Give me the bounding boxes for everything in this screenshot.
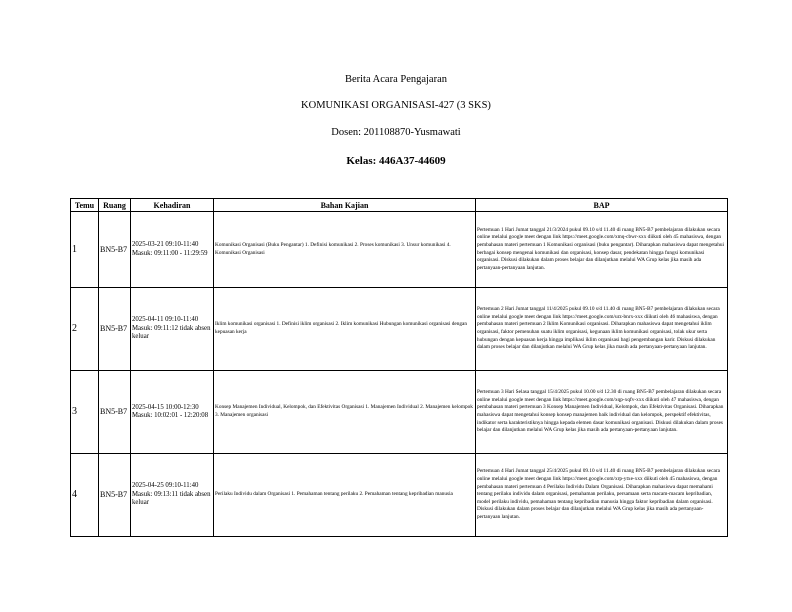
table-header-row	[71, 199, 728, 212]
attendance-table	[70, 198, 728, 537]
cell-temu: 3	[71, 371, 99, 454]
cell-kehadiran: 2025-04-25 09:10-11:40 Masuk: 09:13:11 tidak absen keluar	[131, 454, 214, 537]
column-header-temu: Temu	[71, 199, 99, 212]
cell-kehadiran: 2025-04-11 09:10-11:40 Masuk: 09:11:12 tidak absen keluar	[131, 288, 214, 371]
lecturer-name: Dosen: 201108870-Yusmawati	[331, 127, 461, 138]
cell-ruang: BN5-B7	[99, 371, 131, 454]
cell-kehadiran: 2025-04-15 10:00-12:30 Masuk: 10:02:01 - 12:20:08	[131, 371, 214, 454]
cell-bahan-kajian: Konsep Manajemen Individual, Kelompok, dan Efektivitas Organisasi 1. Manajemen Individual 2. Manajemen kelompok 3. Manajemen organisasi	[214, 371, 476, 454]
column-header-bahan-kajian: Bahan Kajian	[214, 199, 476, 212]
course-name: KOMUNIKASI ORGANISASI-427 (3 SKS)	[301, 100, 491, 111]
class-code: Kelas: 446A37-44609	[346, 155, 446, 167]
cell-bahan-kajian: Iklim komunikasi organisasi 1. Definisi iklim organisasi 2. Iklim komunikasi Hubungan komunikasi organisasi dengan kepuasan kerja	[214, 288, 476, 371]
column-header-bap: BAP	[476, 199, 728, 212]
column-header-ruang: Ruang	[99, 199, 131, 212]
cell-bap: Pertemuan 2 Hari Jumat tanggal 11/4/2025 pukul 09.10 s/d 11.40 di ruang BN5-B7 pembelajaran dilakukan secara online melalui google meet dengan link https://meet.google.com/urz-bnrx-xxx diikuti oleh 46 mahasiswa, dengan pembahasan materi pertemuan 2 Iklim Komunikasi organisasi. Diharapkan mahasiswa dapat mengetahui iklim organisasi, faktor pemenuhan suatu iklim organisasi, kegunaan iklim komunikasi organisasi, tolak ukur serta hubungan dengan kepuasan kerja hingga implikasi iklim organisasi bagi pengembangan karir. Diskusi dilakukan dalam proses belajar dan dilanjutkan melalui WA Grup kelas jika masih ada pertanyaan-pertanyaan lanjutan.	[476, 288, 728, 371]
cell-bap: Pertemuan 4 Hari Jumat tanggal 25/4/2025 pukul 09.10 s/d 11.40 di ruang BN5-B7 pembelajaran dilakukan secara online melalui google meet dengan link https://meet.google.com/xrp-ytxe-xxx diikuti oleh 45 mahasiswa, dengan pembahasan materi pertemuan 4 Perilaku Individu Dalam Organisasi. Diharapkan mahasiswa dapat memahami tentang perilaku individu dalam organisasi, pemahaman perilaku, persamaan serta macam-macam kepribadian, model perilaku individu, pemahaman tentang kepribadian manusia hingga faktor kepribadian dalam organisasi. Diskusi dilakukan dalam proses belajar dan dilanjutkan melalui WA Grup kelas jika masih ada pertanyaan-pertanyaan lanjutan.	[476, 454, 728, 537]
cell-bap: Pertemuan 3 Hari Selasa tanggal 15/4/2025 pukul 10.00 s/d 12.30 di ruang BN5-B7 pembelajaran dilakukan secara online melalui google meet dengan link https://meet.google.com/xqp-xqfv-xxx diikuti oleh 47 mahasiswa, dengan pembahasan materi pertemuan 3 Konsep Manajemen Individual, Kelompok, dan Efektivitas Organisasi. Diharapkan mahasiswa dapat mengetahui konsep konsep manajemen baik individual dan kelompok, perspektif efektivitas, indikator serta karakteristiknya hingga kepada elemen dasar komunikasi organisasi. Diskusi dilakukan dalam proses belajar dan dilanjutkan melalui WA Grup kelas jika masih ada pertanyaan-pertanyaan lanjutan.	[476, 371, 728, 454]
column-header-kehadiran: Kehadiran	[131, 199, 214, 212]
cell-ruang: BN5-B7	[99, 288, 131, 371]
cell-ruang: BN5-B7	[99, 212, 131, 288]
document-title: Berita Acara Pengajaran	[344, 74, 448, 85]
table-row	[71, 371, 728, 454]
cell-temu: 2	[71, 288, 99, 371]
cell-temu: 4	[71, 454, 99, 537]
table-row	[71, 288, 728, 371]
table-row	[71, 454, 728, 537]
cell-bahan-kajian: Perilaku Individu dalam Organisasi 1. Pemahaman tentang perilaku 2. Pemahaman tentang kepribadian manusia	[214, 454, 476, 537]
cell-temu: 1	[71, 212, 99, 288]
table-row	[71, 212, 728, 288]
cell-bap: Pertemuan 1 Hari Jumat tanggal 21/3/2024 pukul 09.10 s/d 11.40 di ruang BN5-B7 pembelajaran dilakukan secara online melalui google meet dengan link https://meet.google.com/xmq-cbwr-xxx diikuti oleh 45 mahasiswa, dengan pembahasan materi pertemuan 1 Komunikasi organisasi (buku pengantar). Diharapkan mahasiswa dapat mengetahui berbagai konsep mengenai komunikasi dan organisasi, konsep dasar, pendekatan hingga fungsi komunikasi organisasi. Diskusi dilakukan dalam proses belajar dan dilanjutkan melalui WA Grup kelas jika masih ada pertanyaan-pertanyaan lanjutan.	[476, 212, 728, 288]
cell-ruang: BN5-B7	[99, 454, 131, 537]
cell-bahan-kajian: Komunikasi Organisasi (Buku Pengantar) 1. Definisi komunikasi 2. Proses komunikasi 3. Unsur komunikasi 4. Komunikasi Organisasi	[214, 212, 476, 288]
cell-kehadiran: 2025-03-21 09:10-11:40 Masuk: 09:11:00 - 11:29:59	[131, 212, 214, 288]
